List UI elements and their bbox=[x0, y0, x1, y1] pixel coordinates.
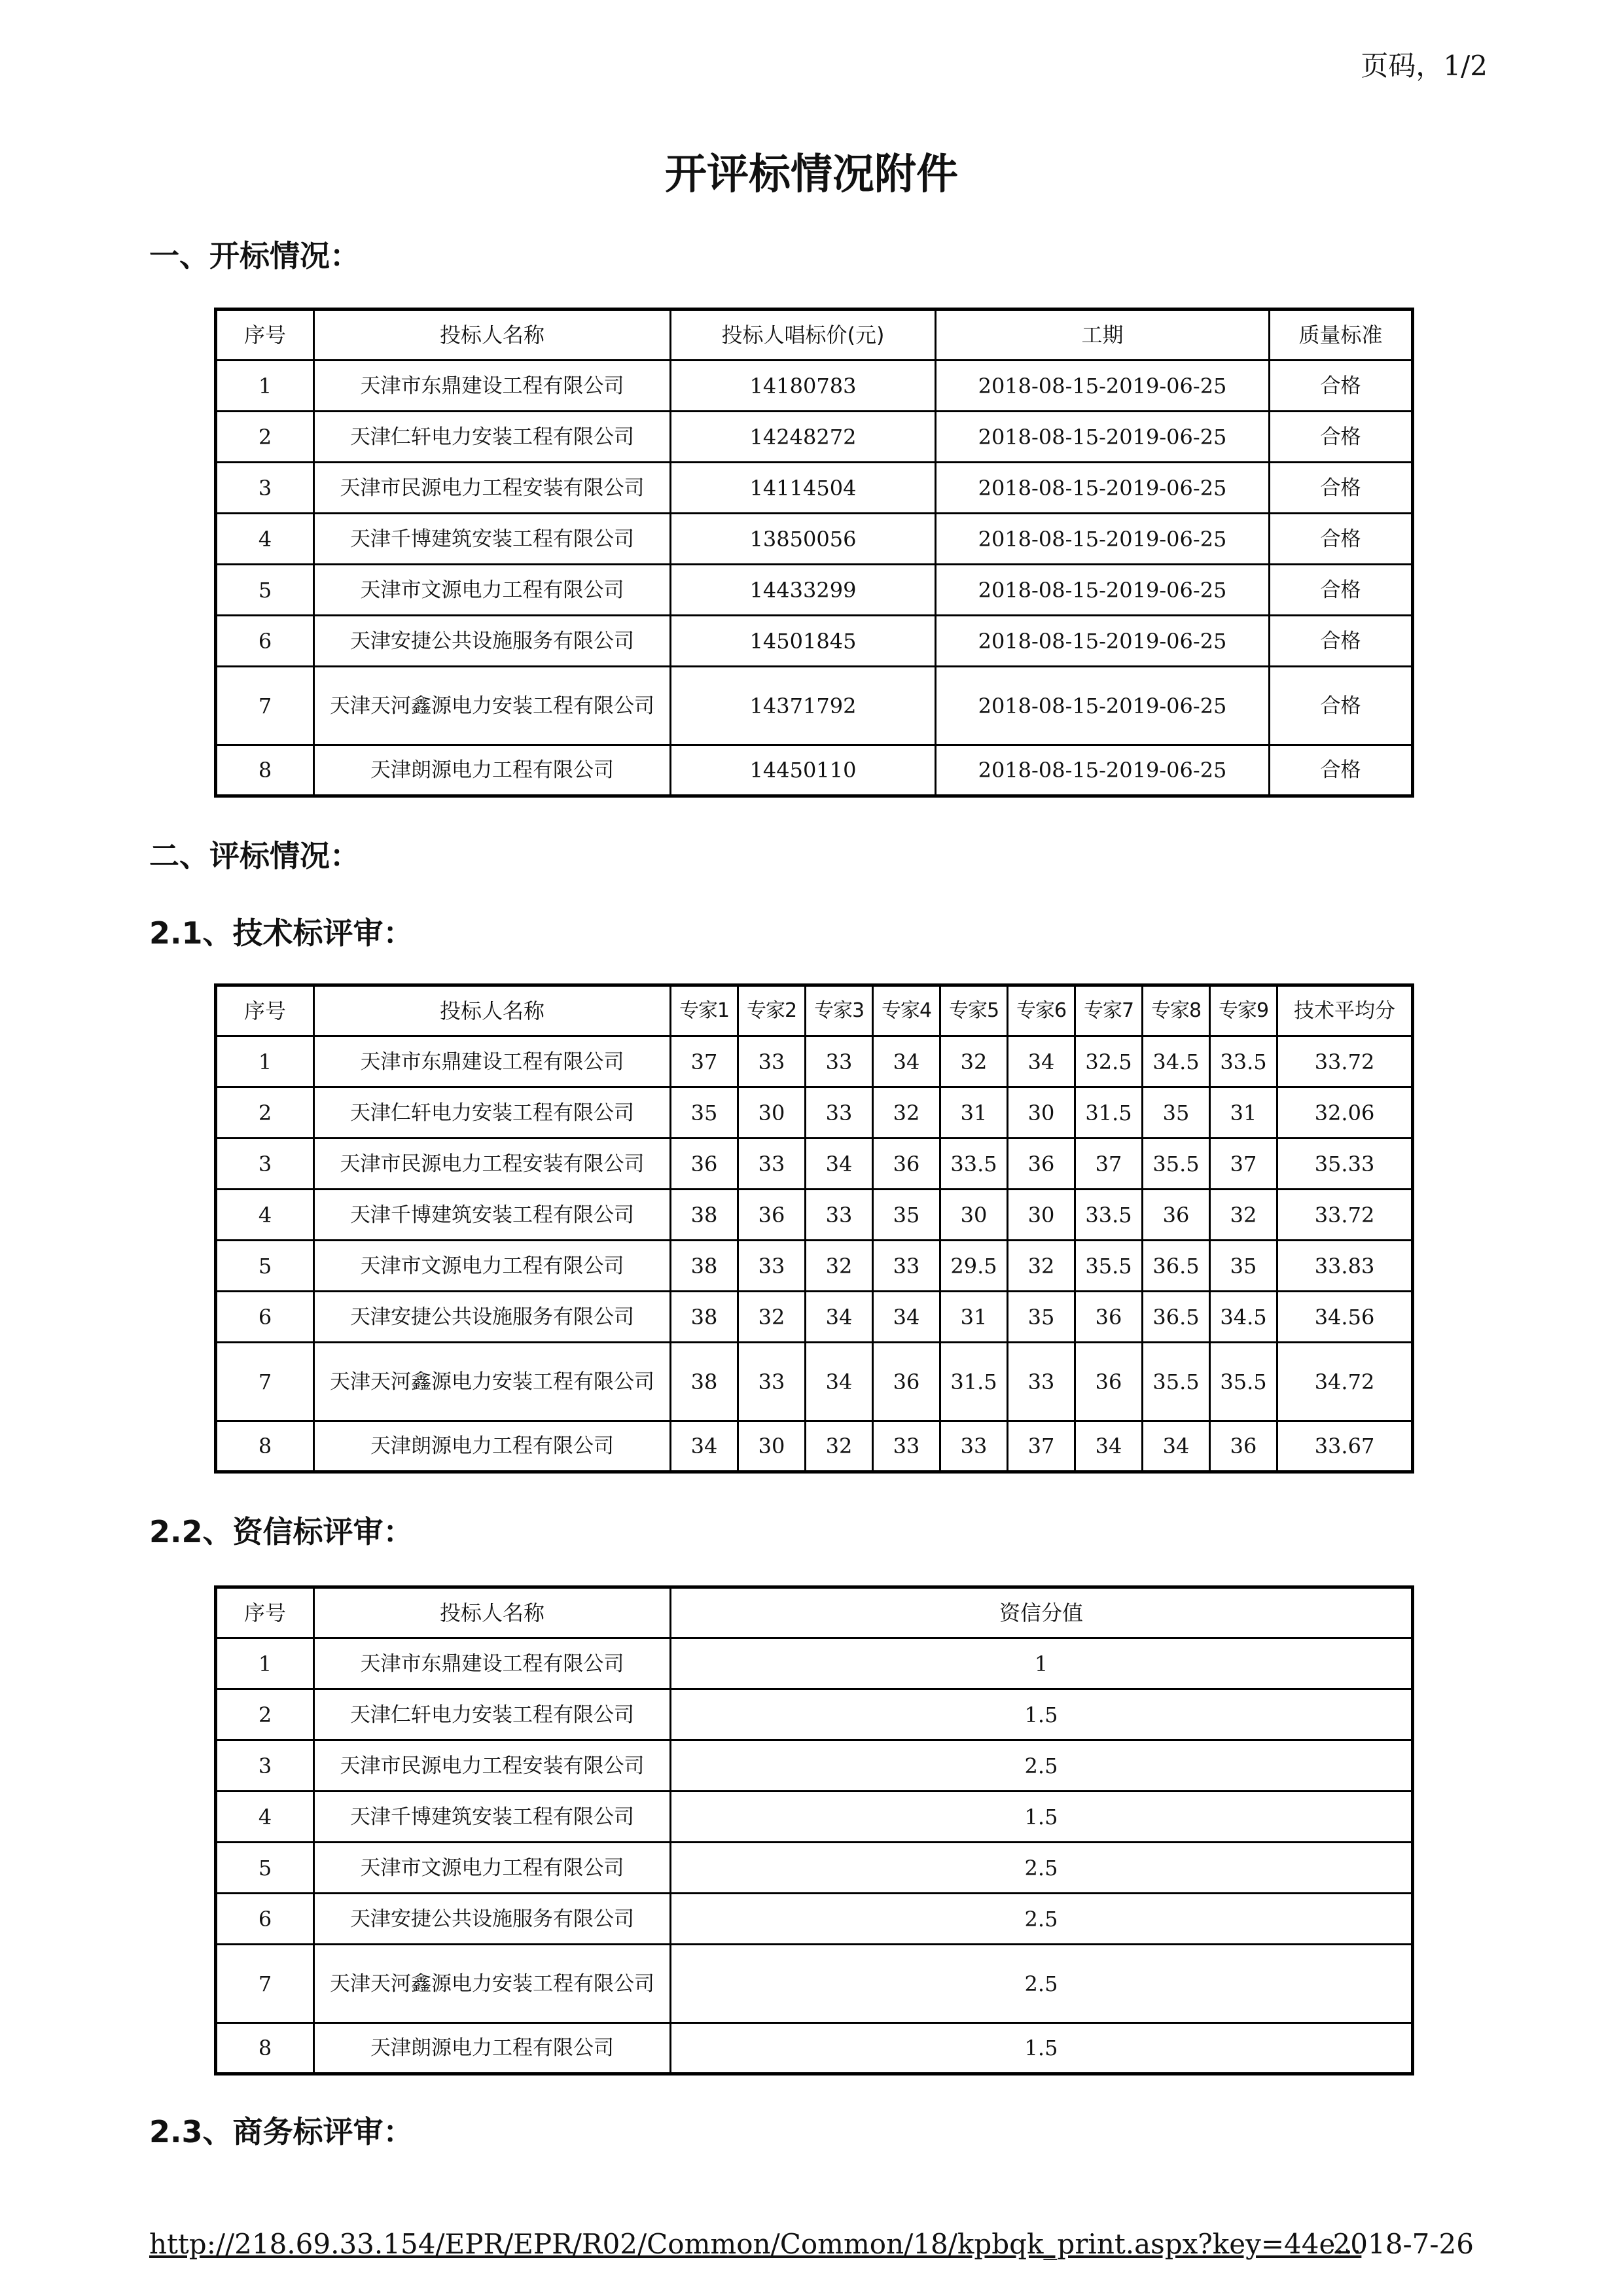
cell-tech-average: 33.83 bbox=[1277, 1241, 1413, 1292]
table-row bbox=[216, 1087, 1413, 1139]
cell-credit-score: 1.5 bbox=[671, 1792, 1413, 1843]
cell-bidder: 天津市文源电力工程有限公司 bbox=[314, 1241, 671, 1292]
table-row bbox=[216, 412, 1413, 463]
cell-price: 14180783 bbox=[671, 361, 936, 412]
cell-no: 7 bbox=[216, 1945, 314, 2023]
cell-expert-score: 33 bbox=[738, 1343, 806, 1421]
cell-quality: 合格 bbox=[1270, 667, 1413, 745]
cell-tech-average: 32.06 bbox=[1277, 1087, 1413, 1139]
cell-bidder: 天津朗源电力工程有限公司 bbox=[314, 2023, 671, 2074]
cell-no: 2 bbox=[216, 1087, 314, 1139]
cell-bidder: 天津朗源电力工程有限公司 bbox=[314, 745, 671, 796]
cell-period: 2018-08-15-2019-06-25 bbox=[936, 565, 1270, 616]
table-row bbox=[216, 1421, 1413, 1472]
technical-review-table bbox=[214, 983, 1414, 1474]
header-expert-2: 专家2 bbox=[738, 985, 806, 1036]
table-row bbox=[216, 1241, 1413, 1292]
cell-bidder: 天津千博建筑安装工程有限公司 bbox=[314, 1792, 671, 1843]
cell-expert-score: 36 bbox=[1210, 1421, 1277, 1472]
cell-expert-score: 30 bbox=[1008, 1087, 1075, 1139]
page-number: 页码，1/2 bbox=[1361, 50, 1488, 82]
table-row bbox=[216, 1139, 1413, 1190]
cell-bidder: 天津安捷公共设施服务有限公司 bbox=[314, 1292, 671, 1343]
table-row bbox=[216, 565, 1413, 616]
cell-no: 3 bbox=[216, 463, 314, 514]
cell-bidder: 天津安捷公共设施服务有限公司 bbox=[314, 616, 671, 667]
cell-bidder: 天津天河鑫源电力安装工程有限公司 bbox=[314, 1945, 671, 2023]
cell-expert-score: 34 bbox=[873, 1036, 940, 1087]
cell-expert-score: 36.5 bbox=[1143, 1241, 1210, 1292]
header-credit-score: 资信分值 bbox=[671, 1587, 1413, 1638]
cell-price: 14501845 bbox=[671, 616, 936, 667]
header-no: 序号 bbox=[216, 1587, 314, 1638]
cell-period: 2018-08-15-2019-06-25 bbox=[936, 412, 1270, 463]
cell-expert-score: 36 bbox=[1075, 1292, 1143, 1343]
table-header-row bbox=[216, 985, 1413, 1036]
cell-credit-score: 2.5 bbox=[671, 1945, 1413, 2023]
credit-review-table bbox=[214, 1585, 1414, 2075]
cell-expert-score: 37 bbox=[1075, 1139, 1143, 1190]
footer-date: 2018-7-26 bbox=[1332, 2228, 1474, 2260]
cell-expert-score: 35 bbox=[1210, 1241, 1277, 1292]
table-row bbox=[216, 1036, 1413, 1087]
cell-expert-score: 35 bbox=[873, 1190, 940, 1241]
header-tech-average: 技术平均分 bbox=[1277, 985, 1413, 1036]
cell-no: 1 bbox=[216, 1036, 314, 1087]
table-header-row bbox=[216, 309, 1413, 361]
table-row bbox=[216, 463, 1413, 514]
cell-expert-score: 33 bbox=[806, 1036, 873, 1087]
cell-no: 6 bbox=[216, 616, 314, 667]
table-row bbox=[216, 1638, 1413, 1689]
cell-no: 4 bbox=[216, 1190, 314, 1241]
cell-expert-score: 34 bbox=[1143, 1421, 1210, 1472]
table-row bbox=[216, 1843, 1413, 1894]
cell-expert-score: 31.5 bbox=[1075, 1087, 1143, 1139]
cell-expert-score: 35.5 bbox=[1143, 1139, 1210, 1190]
cell-expert-score: 35 bbox=[671, 1087, 738, 1139]
cell-expert-score: 32 bbox=[940, 1036, 1008, 1087]
cell-expert-score: 33 bbox=[738, 1241, 806, 1292]
cell-bidder: 天津仁轩电力安装工程有限公司 bbox=[314, 1689, 671, 1740]
cell-credit-score: 2.5 bbox=[671, 1843, 1413, 1894]
cell-no: 7 bbox=[216, 1343, 314, 1421]
cell-no: 5 bbox=[216, 1241, 314, 1292]
cell-bidder: 天津千博建筑安装工程有限公司 bbox=[314, 514, 671, 565]
cell-credit-score: 1.5 bbox=[671, 2023, 1413, 2074]
cell-no: 2 bbox=[216, 412, 314, 463]
cell-period: 2018-08-15-2019-06-25 bbox=[936, 514, 1270, 565]
header-expert-4: 专家4 bbox=[873, 985, 940, 1036]
table-row bbox=[216, 1792, 1413, 1843]
cell-expert-score: 34 bbox=[873, 1292, 940, 1343]
cell-expert-score: 32 bbox=[806, 1421, 873, 1472]
cell-tech-average: 34.72 bbox=[1277, 1343, 1413, 1421]
cell-period: 2018-08-15-2019-06-25 bbox=[936, 745, 1270, 796]
cell-no: 7 bbox=[216, 667, 314, 745]
cell-quality: 合格 bbox=[1270, 412, 1413, 463]
cell-price: 13850056 bbox=[671, 514, 936, 565]
cell-expert-score: 31 bbox=[940, 1087, 1008, 1139]
cell-expert-score: 36 bbox=[1075, 1343, 1143, 1421]
header-bidder: 投标人名称 bbox=[314, 1587, 671, 1638]
cell-expert-score: 33 bbox=[806, 1087, 873, 1139]
cell-expert-score: 33 bbox=[738, 1036, 806, 1087]
cell-expert-score: 36 bbox=[738, 1190, 806, 1241]
cell-expert-score: 31.5 bbox=[940, 1343, 1008, 1421]
header-expert-1: 专家1 bbox=[671, 985, 738, 1036]
cell-expert-score: 33 bbox=[806, 1190, 873, 1241]
cell-quality: 合格 bbox=[1270, 745, 1413, 796]
cell-expert-score: 32 bbox=[873, 1087, 940, 1139]
cell-tech-average: 33.72 bbox=[1277, 1036, 1413, 1087]
cell-bidder: 天津市文源电力工程有限公司 bbox=[314, 1843, 671, 1894]
cell-expert-score: 33 bbox=[738, 1139, 806, 1190]
cell-expert-score: 32 bbox=[806, 1241, 873, 1292]
cell-expert-score: 33 bbox=[873, 1241, 940, 1292]
cell-expert-score: 34 bbox=[806, 1343, 873, 1421]
cell-credit-score: 2.5 bbox=[671, 1740, 1413, 1792]
table-row bbox=[216, 361, 1413, 412]
table-row bbox=[216, 616, 1413, 667]
cell-bidder: 天津市东鼎建设工程有限公司 bbox=[314, 1036, 671, 1087]
cell-expert-score: 38 bbox=[671, 1241, 738, 1292]
cell-no: 8 bbox=[216, 745, 314, 796]
table-row bbox=[216, 1190, 1413, 1241]
header-price: 投标人唱标价(元) bbox=[671, 309, 936, 361]
cell-no: 6 bbox=[216, 1894, 314, 1945]
cell-expert-score: 35.5 bbox=[1143, 1343, 1210, 1421]
cell-expert-score: 33 bbox=[940, 1421, 1008, 1472]
cell-bidder: 天津市东鼎建设工程有限公司 bbox=[314, 361, 671, 412]
cell-expert-score: 34 bbox=[1008, 1036, 1075, 1087]
cell-quality: 合格 bbox=[1270, 514, 1413, 565]
cell-bidder: 天津市民源电力工程安装有限公司 bbox=[314, 1740, 671, 1792]
cell-price: 14114504 bbox=[671, 463, 936, 514]
cell-quality: 合格 bbox=[1270, 463, 1413, 514]
header-expert-3: 专家3 bbox=[806, 985, 873, 1036]
cell-quality: 合格 bbox=[1270, 616, 1413, 667]
cell-expert-score: 30 bbox=[738, 1087, 806, 1139]
table-row bbox=[216, 2023, 1413, 2074]
cell-no: 8 bbox=[216, 1421, 314, 1472]
cell-expert-score: 33.5 bbox=[1210, 1036, 1277, 1087]
cell-expert-score: 36 bbox=[873, 1139, 940, 1190]
document-title: 开评标情况附件 bbox=[665, 150, 958, 199]
cell-no: 8 bbox=[216, 2023, 314, 2074]
cell-bidder: 天津仁轩电力安装工程有限公司 bbox=[314, 1087, 671, 1139]
table-row bbox=[216, 514, 1413, 565]
cell-expert-score: 34 bbox=[806, 1292, 873, 1343]
cell-expert-score: 32 bbox=[1210, 1190, 1277, 1241]
cell-price: 14248272 bbox=[671, 412, 936, 463]
section-heading-technical: 2.1、技术标评审： bbox=[149, 915, 414, 951]
cell-tech-average: 33.67 bbox=[1277, 1421, 1413, 1472]
cell-period: 2018-08-15-2019-06-25 bbox=[936, 361, 1270, 412]
cell-expert-score: 30 bbox=[738, 1421, 806, 1472]
header-bidder: 投标人名称 bbox=[314, 309, 671, 361]
footer-url-link[interactable]: http://218.69.33.154/EPR/EPR/R02/Common/Common/18/kpbqk_print.aspx?key=44e... bbox=[149, 2228, 1362, 2260]
cell-quality: 合格 bbox=[1270, 565, 1413, 616]
cell-bidder: 天津朗源电力工程有限公司 bbox=[314, 1421, 671, 1472]
cell-expert-score: 36 bbox=[873, 1343, 940, 1421]
section-heading-evaluation: 二、评标情况： bbox=[149, 838, 360, 874]
cell-expert-score: 33 bbox=[1008, 1343, 1075, 1421]
cell-no: 3 bbox=[216, 1139, 314, 1190]
cell-expert-score: 34 bbox=[1075, 1421, 1143, 1472]
cell-expert-score: 32 bbox=[1008, 1241, 1075, 1292]
cell-no: 2 bbox=[216, 1689, 314, 1740]
header-no: 序号 bbox=[216, 985, 314, 1036]
header-expert-8: 专家8 bbox=[1143, 985, 1210, 1036]
cell-expert-score: 38 bbox=[671, 1292, 738, 1343]
table-row bbox=[216, 1292, 1413, 1343]
header-quality: 质量标准 bbox=[1270, 309, 1413, 361]
header-period: 工期 bbox=[936, 309, 1270, 361]
header-bidder: 投标人名称 bbox=[314, 985, 671, 1036]
cell-no: 1 bbox=[216, 1638, 314, 1689]
cell-no: 4 bbox=[216, 514, 314, 565]
cell-expert-score: 31 bbox=[940, 1292, 1008, 1343]
table-row bbox=[216, 1740, 1413, 1792]
cell-bidder: 天津仁轩电力安装工程有限公司 bbox=[314, 412, 671, 463]
cell-no: 3 bbox=[216, 1740, 314, 1792]
cell-expert-score: 38 bbox=[671, 1190, 738, 1241]
cell-no: 5 bbox=[216, 565, 314, 616]
header-expert-6: 专家6 bbox=[1008, 985, 1075, 1036]
cell-quality: 合格 bbox=[1270, 361, 1413, 412]
cell-expert-score: 36.5 bbox=[1143, 1292, 1210, 1343]
cell-expert-score: 36 bbox=[1008, 1139, 1075, 1190]
cell-expert-score: 37 bbox=[1008, 1421, 1075, 1472]
cell-expert-score: 34.5 bbox=[1210, 1292, 1277, 1343]
cell-bidder: 天津天河鑫源电力安装工程有限公司 bbox=[314, 667, 671, 745]
cell-no: 4 bbox=[216, 1792, 314, 1843]
cell-tech-average: 35.33 bbox=[1277, 1139, 1413, 1190]
cell-expert-score: 36 bbox=[1143, 1190, 1210, 1241]
cell-credit-score: 2.5 bbox=[671, 1894, 1413, 1945]
table-row bbox=[216, 745, 1413, 796]
table-row bbox=[216, 667, 1413, 745]
table-row bbox=[216, 1343, 1413, 1421]
cell-expert-score: 30 bbox=[940, 1190, 1008, 1241]
cell-expert-score: 33 bbox=[873, 1421, 940, 1472]
cell-bidder: 天津市民源电力工程安装有限公司 bbox=[314, 463, 671, 514]
cell-expert-score: 37 bbox=[671, 1036, 738, 1087]
cell-bidder: 天津天河鑫源电力安装工程有限公司 bbox=[314, 1343, 671, 1421]
table-header-row bbox=[216, 1587, 1413, 1638]
cell-expert-score: 38 bbox=[671, 1343, 738, 1421]
cell-expert-score: 35.5 bbox=[1210, 1343, 1277, 1421]
cell-expert-score: 36 bbox=[671, 1139, 738, 1190]
cell-expert-score: 30 bbox=[1008, 1190, 1075, 1241]
cell-expert-score: 35 bbox=[1143, 1087, 1210, 1139]
cell-expert-score: 34 bbox=[806, 1139, 873, 1190]
cell-period: 2018-08-15-2019-06-25 bbox=[936, 616, 1270, 667]
cell-expert-score: 29.5 bbox=[940, 1241, 1008, 1292]
cell-tech-average: 33.72 bbox=[1277, 1190, 1413, 1241]
cell-bidder: 天津市东鼎建设工程有限公司 bbox=[314, 1638, 671, 1689]
cell-expert-score: 35 bbox=[1008, 1292, 1075, 1343]
cell-period: 2018-08-15-2019-06-25 bbox=[936, 463, 1270, 514]
header-expert-9: 专家9 bbox=[1210, 985, 1277, 1036]
section-heading-credit: 2.2、资信标评审： bbox=[149, 1514, 414, 1549]
section-heading-business: 2.3、商务标评审： bbox=[149, 2114, 414, 2149]
cell-no: 5 bbox=[216, 1843, 314, 1894]
cell-period: 2018-08-15-2019-06-25 bbox=[936, 667, 1270, 745]
cell-expert-score: 33.5 bbox=[1075, 1190, 1143, 1241]
cell-bidder: 天津市文源电力工程有限公司 bbox=[314, 565, 671, 616]
cell-expert-score: 37 bbox=[1210, 1139, 1277, 1190]
cell-expert-score: 34 bbox=[671, 1421, 738, 1472]
cell-expert-score: 35.5 bbox=[1075, 1241, 1143, 1292]
cell-bidder: 天津市民源电力工程安装有限公司 bbox=[314, 1139, 671, 1190]
cell-no: 6 bbox=[216, 1292, 314, 1343]
cell-expert-score: 31 bbox=[1210, 1087, 1277, 1139]
cell-expert-score: 32 bbox=[738, 1292, 806, 1343]
table-row bbox=[216, 1689, 1413, 1740]
table-row bbox=[216, 1945, 1413, 2023]
cell-tech-average: 34.56 bbox=[1277, 1292, 1413, 1343]
cell-bidder: 天津安捷公共设施服务有限公司 bbox=[314, 1894, 671, 1945]
cell-credit-score: 1.5 bbox=[671, 1689, 1413, 1740]
header-expert-7: 专家7 bbox=[1075, 985, 1143, 1036]
bid-opening-table bbox=[214, 308, 1414, 798]
cell-no: 1 bbox=[216, 361, 314, 412]
header-expert-5: 专家5 bbox=[940, 985, 1008, 1036]
cell-expert-score: 34.5 bbox=[1143, 1036, 1210, 1087]
cell-bidder: 天津千博建筑安装工程有限公司 bbox=[314, 1190, 671, 1241]
cell-price: 14433299 bbox=[671, 565, 936, 616]
cell-price: 14450110 bbox=[671, 745, 936, 796]
cell-expert-score: 33.5 bbox=[940, 1139, 1008, 1190]
cell-price: 14371792 bbox=[671, 667, 936, 745]
cell-expert-score: 32.5 bbox=[1075, 1036, 1143, 1087]
section-heading-bid-opening: 一、开标情况： bbox=[149, 238, 360, 274]
table-row bbox=[216, 1894, 1413, 1945]
header-no: 序号 bbox=[216, 309, 314, 361]
cell-credit-score: 1 bbox=[671, 1638, 1413, 1689]
